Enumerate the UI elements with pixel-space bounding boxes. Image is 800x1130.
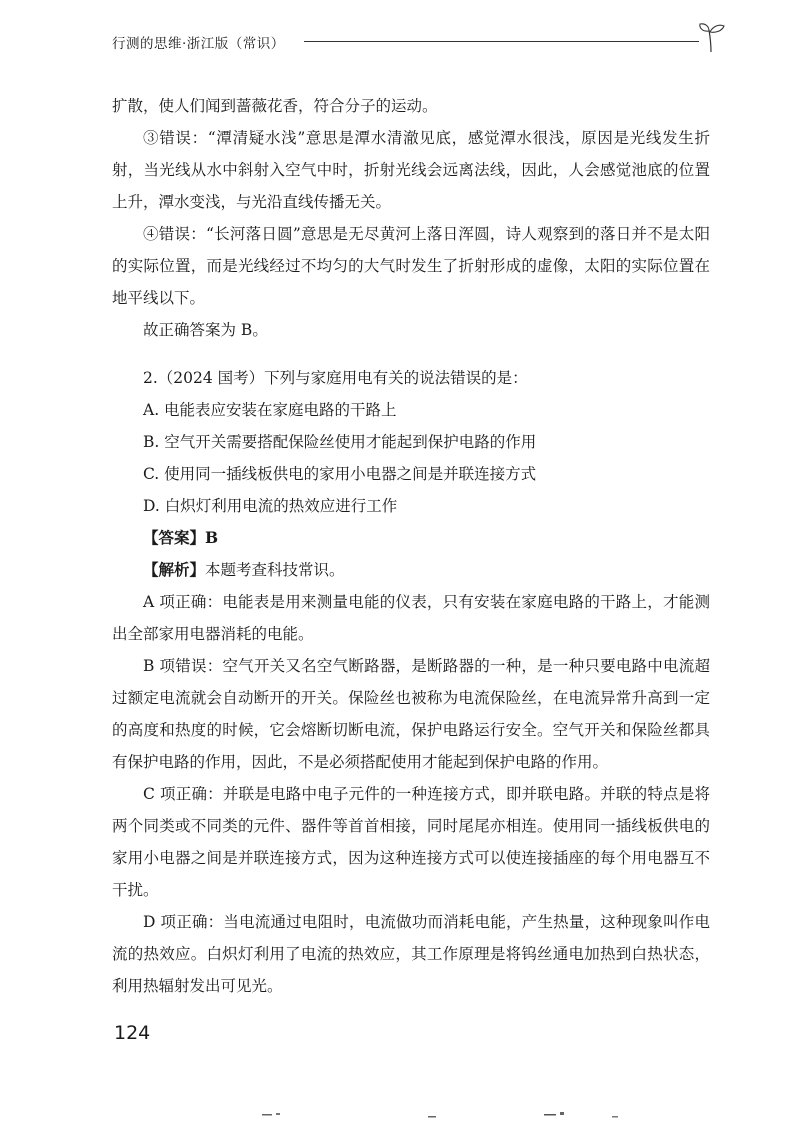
scan-artifacts	[0, 1100, 800, 1130]
previous-conclusion: 故正确答案为 B。	[143, 321, 268, 339]
explanation-a: A 项正确：电能表是用来测量电能的仪表，只有安装在家庭电路的干路上，才能测出全部家用电器消耗的电能。	[112, 593, 710, 643]
analysis-label: 【解析】	[143, 560, 206, 579]
analysis-line	[112, 554, 710, 586]
page-number: 124	[114, 1022, 151, 1044]
option-b: B. 空气开关需要搭配保险丝使用才能起到保护电路的作用	[143, 433, 537, 451]
header-title: 行测的思维·浙江版（常识）	[112, 36, 285, 52]
explanation-item-4: ④错误：“长河落日圆”意思是无尽黄河上落日浑圆，诗人观察到的落日并不是太阳的实际位置，而是光线经过不均匀的大气时发生了折射形成的虚像，太阳的实际位置在地平线以下。	[112, 225, 710, 307]
explanation-b: B 项错误：空气开关又名空气断路器，是断路器的一种，是一种只要电路中电流超过额定电流就会自动断开的开关。保险丝也被称为电流保险丝，在电流异常升高到一定的高度和热度的时候，它会熔断切断电流，保护电路运行安全。空气开关和保险丝都具有保护电路的作用，因此，不是必须搭配使用才能起到保护电路的作用。	[112, 657, 710, 771]
continuation-text: 扩散，使人们闻到蔷薇花香，符合分子的运动。	[112, 97, 438, 115]
answer-value: B	[205, 528, 219, 547]
running-header	[112, 26, 712, 56]
option-c: C. 使用同一插线板供电的家用小电器之间是并联连接方式	[143, 465, 537, 483]
sprout-icon	[697, 20, 729, 54]
page-body	[112, 90, 710, 1002]
question-stem: 2.（2024 国考）下列与家庭用电有关的说法错误的是：	[143, 369, 528, 387]
explanation-d: D 项正确：当电流通过电阻时，电流做功而消耗电能，产生热量，这种现象叫作电流的热效应。白炽灯利用了电流的热效应，其工作原理是将钨丝通电加热到白热状态，利用热辐射发出可见光。	[112, 913, 710, 995]
explanation-item-3: ③错误：“潭清疑水浅”意思是潭水清澈见底，感觉潭水很浅，原因是光线发生折射，当光线从水中斜射入空气中时，折射光线会远离法线，因此，人会感觉池底的位置上升，潭水变浅，与光沿直线传播无关。	[112, 129, 710, 211]
header-rule	[304, 41, 699, 42]
option-d: D. 白炽灯利用电流的热效应进行工作	[143, 497, 398, 515]
answer-line	[112, 522, 710, 554]
analysis-intro: 本题考查科技常识。	[205, 561, 345, 579]
option-a: A. 电能表应安装在家庭电路的干路上	[143, 401, 397, 419]
answer-label: 【答案】	[143, 528, 206, 547]
explanation-c: C 项正确：并联是电路中电子元件的一种连接方式，即并联电路。并联的特点是将两个同类或不同类的元件、器件等首首相接，同时尾尾亦相连。使用同一插线板供电的家用小电器之间是并联连接方式，因为这种连接方式可以使连接插座的每个用电器互不干扰。	[112, 785, 710, 899]
